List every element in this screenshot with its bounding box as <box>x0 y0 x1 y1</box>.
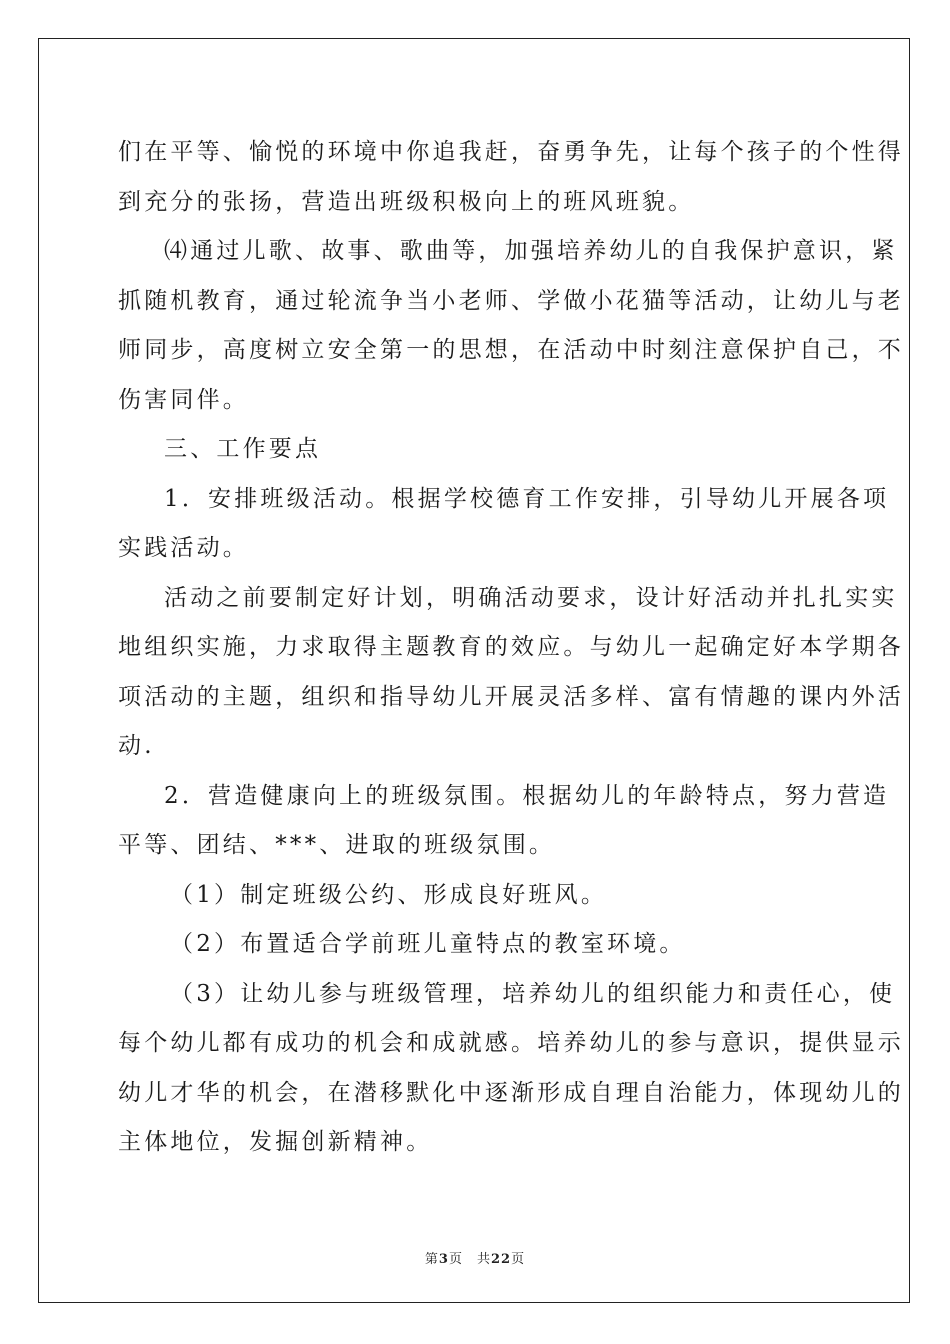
text-line: （3）让幼儿参与班级管理，培养幼儿的组织能力和责任心，使 <box>170 980 896 1007</box>
total-prefix: 共 <box>476 1252 491 1267</box>
page-prefix: 第 <box>424 1252 439 1267</box>
text-line: 项活动的主题，组织和指导幼儿开展灵活多样、富有情趣的课内外活 <box>118 683 904 710</box>
text-line: 1．安排班级活动。根据学校德育工作安排，引导幼儿开展各项 <box>164 485 890 512</box>
section-heading: 三、工作要点 <box>164 436 322 462</box>
total-pages: 22 <box>490 1252 512 1267</box>
text-line: 实践活动。 <box>118 535 249 561</box>
document-body <box>118 128 904 1168</box>
text-line: 主体地位，发掘创新精神。 <box>118 1129 433 1155</box>
text-line: 2．营造健康向上的班级氛围。根据幼儿的年龄特点，努力营造 <box>164 782 890 809</box>
text-line: ⑷通过儿歌、故事、歌曲等，加强培养幼儿的自我保护意识，紧 <box>164 238 898 264</box>
total-suffix: 页 <box>511 1252 526 1267</box>
page-suffix: 页 <box>448 1252 463 1267</box>
page-number: 3 <box>438 1252 449 1267</box>
text-line: 平等、团结、***、进取的班级氛围。 <box>118 832 556 858</box>
page-footer <box>0 1248 950 1267</box>
text-line: 到充分的张扬，营造出班级积极向上的班风班貌。 <box>118 188 695 215</box>
text-line: 们在平等、愉悦的环境中你追我赶，奋勇争先，让每个孩子的个性得 <box>118 139 904 165</box>
text-line: 地组织实施，力求取得主题教育的效应。与幼儿一起确定好本学期各 <box>118 634 904 660</box>
text-line: （2）布置适合学前班儿童特点的教室环境。 <box>170 931 686 957</box>
text-line: 动. <box>118 733 155 759</box>
text-line: 抓随机教育，通过轮流争当小老师、学做小花猫等活动，让幼儿与老 <box>118 287 904 314</box>
text-line: 伤害同伴。 <box>118 386 249 413</box>
text-line: 每个幼儿都有成功的机会和成就感。培养幼儿的参与意识，提供显示 <box>118 1030 904 1056</box>
text-line: （1）制定班级公约、形成良好班风。 <box>170 881 608 908</box>
text-line: 师同步，高度树立安全第一的思想，在活动中时刻注意保护自己，不 <box>118 337 904 363</box>
text-line: 幼儿才华的机会，在潜移默化中逐渐形成自理自治能力，体现幼儿的 <box>118 1079 904 1106</box>
text-line: 活动之前要制定好计划，明确活动要求，设计好活动并扎扎实实 <box>164 584 898 611</box>
